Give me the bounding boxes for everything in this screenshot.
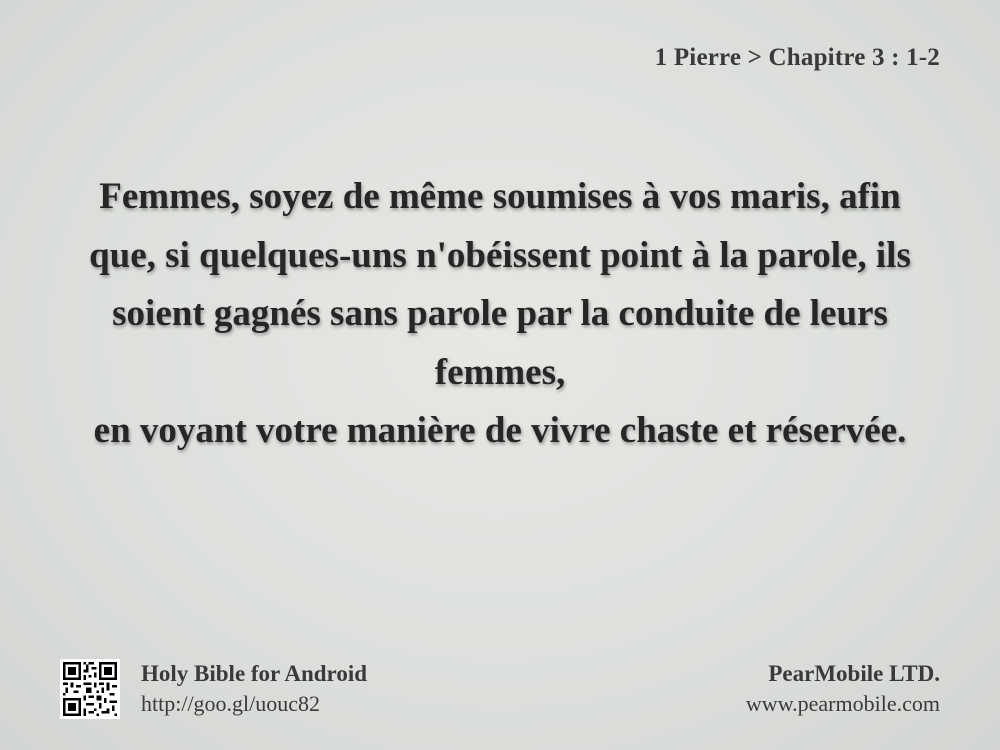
qr-code-icon[interactable] (60, 659, 120, 719)
chapter-reference: 1 Pierre > Chapitre 3 : 1-2 (654, 44, 940, 71)
verse-text (80, 168, 920, 461)
company-name: PearMobile LTD. (768, 661, 940, 686)
website-link[interactable]: www.pearmobile.com (745, 691, 940, 716)
app-link[interactable]: http://goo.gl/uouc82 (141, 691, 321, 716)
app-promo (60, 658, 367, 720)
publisher-info (746, 658, 940, 720)
verse-paragraph-2: en voyant votre manière de vivre chaste et réservée. (93, 410, 907, 451)
verse-paragraph-1: Femmes, soyez de même soumises à vos maris, afin que, si quelques-uns n'obéissent point à la parole, ils soient gagnés sans parole par la conduite de leurs femmes, (89, 176, 911, 393)
app-info (141, 659, 367, 719)
app-name: Holy Bible for Android (141, 661, 368, 686)
